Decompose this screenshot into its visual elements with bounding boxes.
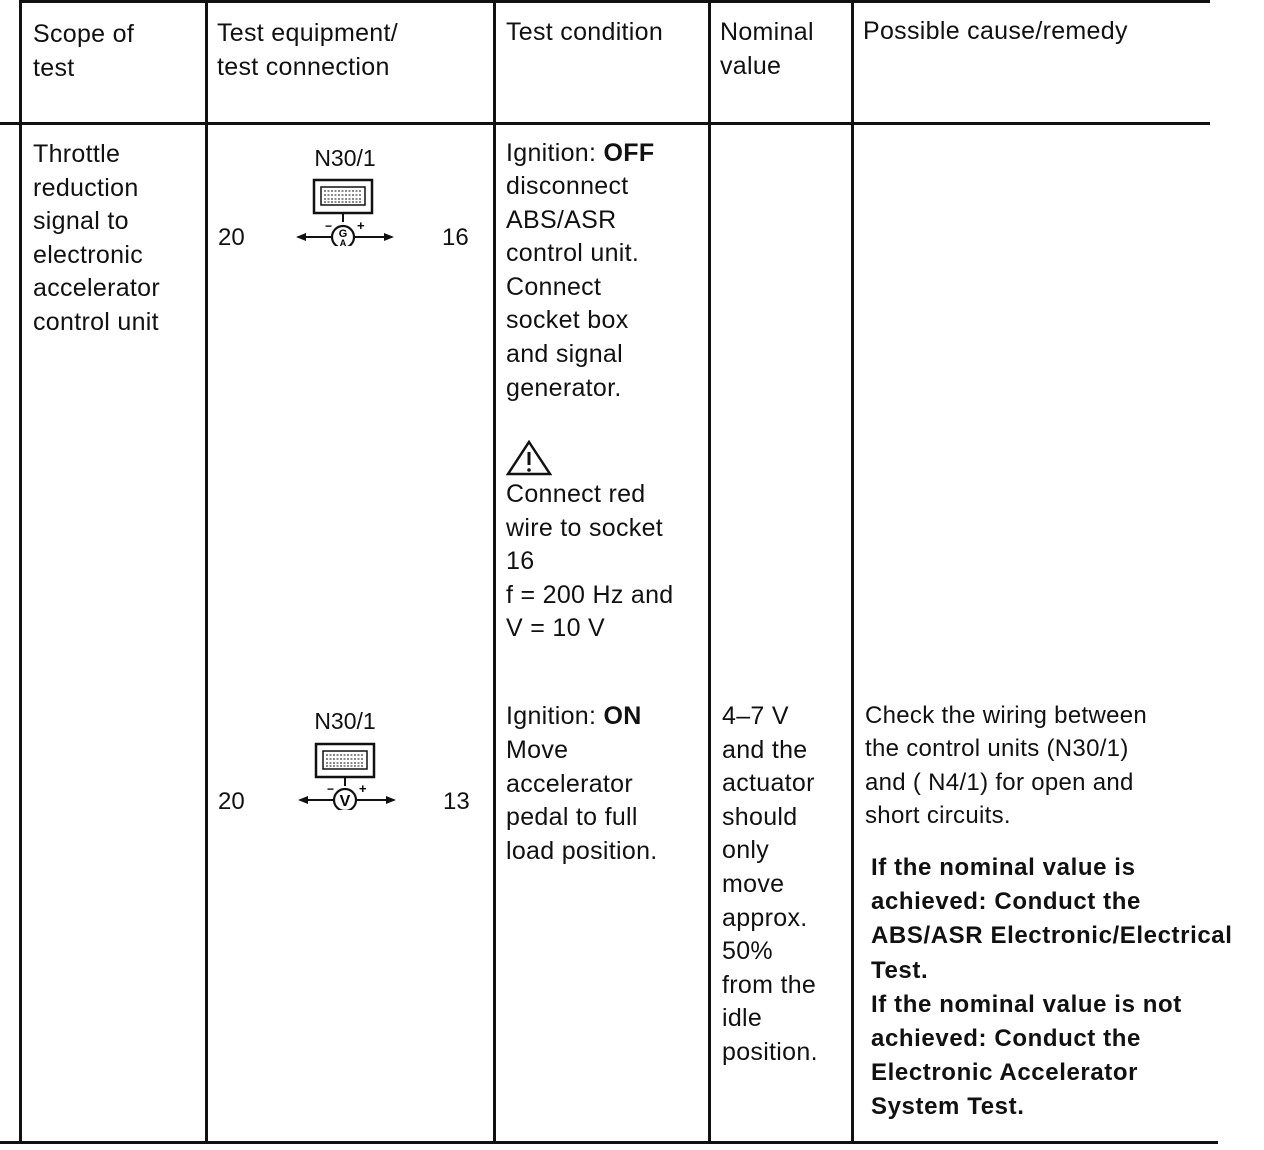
pin-right-2: 13: [443, 788, 470, 815]
ignition-label-1: Ignition:: [506, 139, 604, 167]
condition-text-1: disconnect ABS/ASR control unit. Connect socket box and signal generator.: [506, 172, 640, 402]
warning-triangle-icon: [506, 440, 552, 476]
bottom-rule: [0, 1141, 1218, 1144]
svg-text:+: +: [359, 781, 367, 796]
cause-bold-text-2: If the nominal value is achieved: Conduct the ABS/ASR Electronic/Electrical Test. If the nominal value is not achieved: Conduct the Electronic Accelerator System Test.: [871, 854, 1233, 1121]
col-rule-3: [708, 0, 711, 1144]
pin-left-1: 20: [218, 224, 245, 251]
pin-right-1: 16: [442, 224, 469, 251]
header-condition: Test condition: [506, 18, 664, 46]
ignition-label-2: Ignition:: [506, 702, 604, 730]
ignition-state-2: ON: [603, 702, 642, 730]
svg-text:G: G: [338, 228, 348, 240]
col-rule-1: [205, 0, 208, 1144]
col-rule-0: [19, 0, 22, 1144]
col-rule-2: [493, 0, 496, 1144]
header-nominal: Nominal value: [720, 18, 814, 80]
cause-text-2: Check the wiring between the control units (N30/1) and ( N4/1) for open and short circuits.: [865, 702, 1148, 830]
condition-2: [506, 700, 642, 734]
top-rule: [20, 0, 1210, 3]
device-label-1: N30/1: [314, 145, 376, 171]
scope-text: Throttle reduction signal to electronic accelerator control unit: [33, 140, 160, 336]
header-cause: Possible cause/remedy: [863, 17, 1128, 45]
header-scope: Scope of test: [33, 20, 135, 82]
nominal-value-2: 4–7 V and the actuator should only move approx. 50% from the idle position.: [722, 702, 818, 1066]
svg-text:−: −: [325, 219, 333, 233]
svg-text:−: −: [327, 782, 335, 796]
condition-text-2: Move accelerator pedal to full load position.: [506, 736, 658, 865]
header-equipment: Test equipment/ test connection: [217, 19, 398, 81]
voltmeter-icon: [280, 740, 420, 810]
svg-text:V: V: [339, 793, 351, 810]
header-bottom-rule: [0, 122, 1210, 125]
warning-text-1: Connect red wire to socket 16 f = 200 Hz and V = 10 V: [506, 480, 674, 643]
svg-text:A: A: [339, 238, 347, 246]
condition-1: [506, 137, 654, 171]
ignition-state-1: OFF: [603, 139, 655, 167]
pin-left-2: 20: [218, 788, 245, 815]
col-rule-4: [851, 0, 854, 1144]
device-label-2: N30/1: [314, 708, 376, 734]
signal-generator-icon: [280, 176, 420, 246]
svg-text:+: +: [357, 218, 365, 233]
